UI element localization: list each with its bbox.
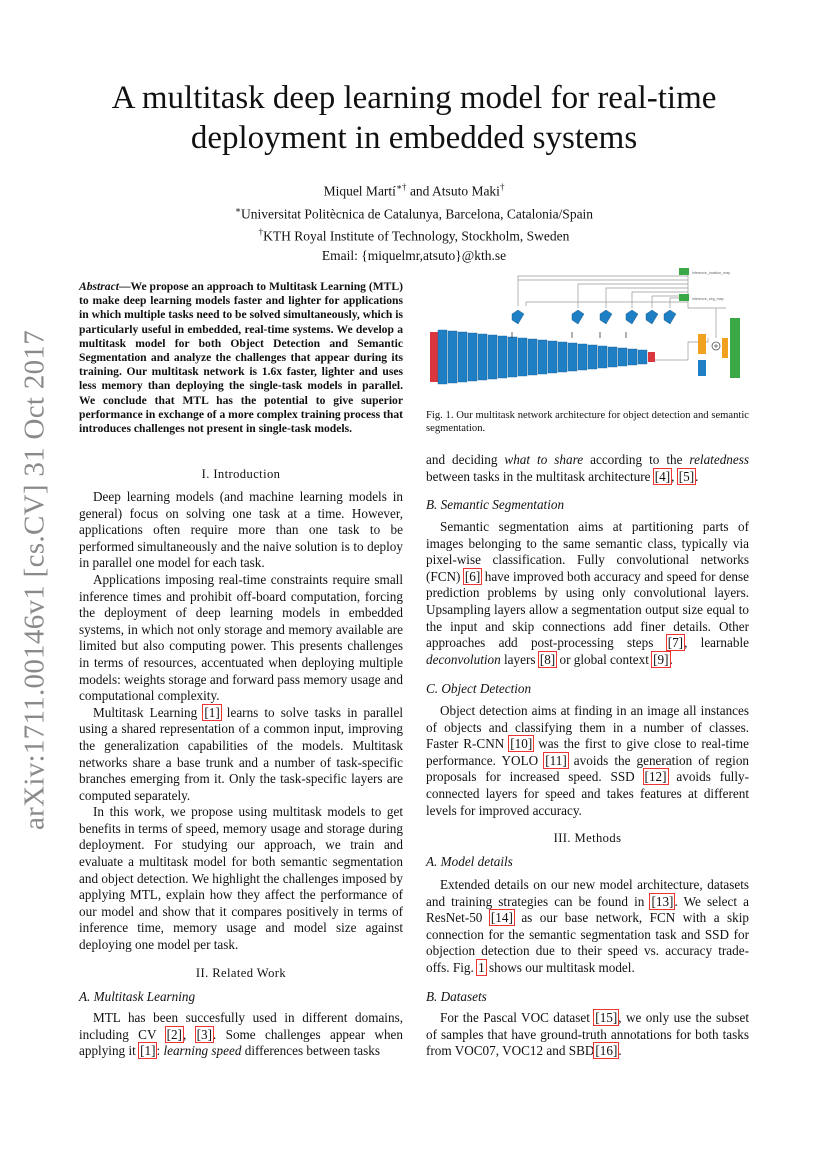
citation-link[interactable]: [8] — [539, 651, 556, 667]
author-block — [100, 178, 728, 265]
citation-link[interactable]: [16] — [595, 1043, 618, 1059]
citation-link[interactable]: [2] — [166, 1026, 182, 1042]
paper-title — [60, 78, 768, 158]
arxiv-stamp — [10, 300, 60, 860]
section-methods-title: III. Methods — [553, 831, 622, 845]
continuation-paragraph: and deciding what to share according to the relatedness between tasks in the multitask architecture [4], [5]. — [426, 452, 749, 484]
subsection-segmentation: B. Semantic Segmentation — [426, 497, 565, 512]
model-body — [426, 877, 749, 977]
citation-link[interactable]: [11] — [545, 752, 567, 768]
right-continuation — [426, 452, 749, 485]
detection-paragraph: Object detection aims at finding in an image all instances of objects and classifying them in a number of classes. Faster R-CNN [10] was the first to give close to real-time performance. YOLO [11] avoids the generation of region proposals for increased speed. SSD [12] avoids fully-connected layers for speed and takes features at different levels for improved accuracy. — [426, 703, 750, 818]
abstract-body: —We propose an approach to Multitask Learning (MTL) to make deep learning models faster and lighter for applications in which multiple tasks need to be solved simultaneously, which is particularly useful in embedded, real-time systems. We develop a multitask model for both Object Detection and Semantic Segmentation and analyze the challenges that appear during its training. Our multitask network is 1.6x faster, lighter and uses less memory than deploying the single-task models in parallel. We conclude that MTL has the potential to give superior performance in exchange of a more complex training process that introduces challenges not present in single-task models. — [79, 280, 403, 436]
intro-paragraph-3: Multitask Learning [1] learns to solve tasks in parallel using a shared representation of a common input, improving the generalization capabilities of the models. Multitask networks share a base trunk and a number of task-specific branches emerging from it. Only the task-specific layers are computed separately. — [79, 704, 403, 803]
segmentation-paragraph: Semantic segmentation aims at partitioning parts of images belonging to the same semantic class, typically via pixel-wise classification. Fully convolutional networks (FCN) [6] have improved both accuracy and speed for dense prediction problems by using only convolutional layers. Upsampling layers allow a segmentation output size equal to the input and skip connections add finer details. Other approaches add post-processing steps [7], learnable deconvolution layers [8] or global context [9]. — [426, 519, 750, 667]
title-line-2: deployment in embedded systems — [190, 120, 638, 156]
citation-link[interactable]: [7] — [667, 635, 684, 651]
figure-link[interactable]: 1 — [478, 959, 485, 975]
citation-link[interactable]: [1] — [204, 704, 220, 720]
detection-body — [426, 703, 749, 819]
figure-label-top: inference_location_map — [692, 271, 731, 275]
citation-link[interactable]: [5] — [678, 468, 695, 484]
mtl-body — [79, 1010, 403, 1060]
intro-paragraph-1: Deep learning models (and machine learning models in general) focus on solving one task at a time. However, applications often require more than one task to be performed simultaneously and the naive solution is to deploy in parallel one model for each task. — [79, 489, 403, 571]
citation-link[interactable]: [4] — [654, 468, 671, 484]
abstract-lead: Abstract — [79, 280, 119, 293]
figure-caption: Fig. 1. Our multitask network architecture for object detection and semantic segmentation. — [426, 410, 749, 434]
affiliation-1: ∗Universitat Politècnica de Catalunya, Barcelona, Catalonia/Spain — [234, 204, 594, 221]
subsection-model: A. Model details — [426, 854, 513, 869]
author-email: Email: {miquelmr,atsuto}@kth.se — [321, 247, 507, 263]
segmentation-body — [426, 519, 749, 668]
citation-link[interactable]: [12] — [644, 769, 667, 785]
datasets-paragraph: For the Pascal VOC dataset [15], we only use the subset of samples that have ground-truth annotations for both tasks from VOC07, VOC12 and SBD[16]. — [426, 1010, 750, 1059]
citation-link[interactable]: [14] — [490, 910, 513, 926]
mtl-paragraph: MTL has been succesfully used in different domains, including CV [2], [3]. Some challenges appear when applying it [1]: learning speed differences between tasks — [79, 1010, 403, 1059]
subsection-datasets: B. Datasets — [426, 989, 487, 1004]
citation-link[interactable]: [15] — [595, 1010, 618, 1025]
intro-paragraph-4: In this work, we propose using multitask models to get benefits in terms of speed, memory usage and storage during deployment. For studying our approach, we train and evaluate a multitask model for both semantic segmentation and object detection. We highlight the challenges imposed by applying MTL, explain how they affect the performance of our model and show that it compares positively in terms of inference time, memory usage and model size against deploying one model per task. — [79, 804, 403, 953]
intro-paragraph-2: Applications imposing real-time constraints require small inference times and prohibit off-board computation, forcing the deployment of deep learning models in embedded systems, in which not only storage and memory available are limited but also computing power. This presents challenges in terms of resources, accentuated when deploying multiple models: weights storage and forward pass memory usage and computational complexity. — [79, 571, 403, 704]
section-intro-title: I. Introduction — [201, 467, 281, 481]
arxiv-id[interactable]: arXiv:1711.00146v1 [cs.CV] 31 Oct 2017 — [18, 329, 51, 831]
title-line-1: A multitask deep learning model for real-time — [111, 80, 717, 116]
citation-link[interactable]: [9] — [653, 651, 669, 667]
citation-link[interactable]: [6] — [464, 568, 481, 584]
model-paragraph: Extended details on our new model architecture, datasets and training strategies can be found in [13]. We select a ResNet-50 [14] as our base network, FCN with a skip connection for the semantic segmentation task and SSD for objection detection due to their speed vs. accuracy trade-offs. Fig. 1 shows our multitask model. — [426, 877, 749, 975]
datasets-body — [426, 1010, 749, 1060]
subsection-mtl: A. Multitask Learning — [79, 989, 196, 1004]
section-related-title: II. Related Work — [195, 966, 287, 980]
subsection-detection: C. Object Detection — [426, 681, 532, 696]
citation-link[interactable]: [10] — [510, 736, 533, 752]
architecture-diagram — [426, 268, 749, 400]
figure-architecture — [426, 268, 749, 400]
citation-link[interactable]: [13] — [651, 893, 674, 909]
citation-link[interactable]: [1] — [140, 1043, 156, 1059]
figure-label-mid: inference_seg_map — [692, 297, 724, 301]
affiliation-2: †KTH Royal Institute of Technology, Stockholm, Sweden — [258, 227, 570, 244]
intro-body — [79, 489, 403, 954]
citation-link[interactable]: [3] — [196, 1026, 212, 1042]
abstract — [79, 280, 403, 436]
author-names: Miquel Martí∗† and Atsuto Maki† — [323, 182, 505, 199]
